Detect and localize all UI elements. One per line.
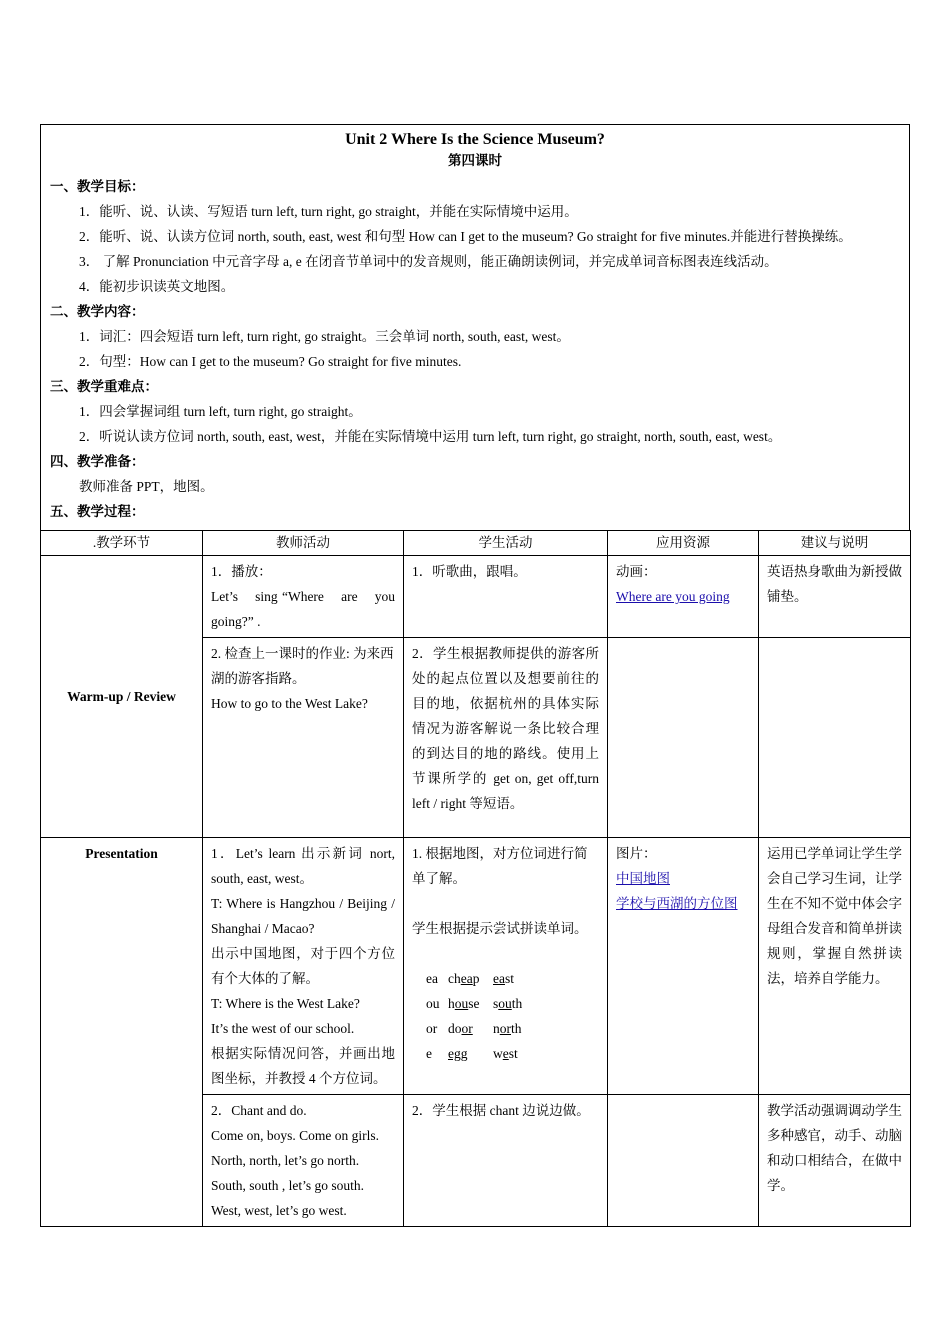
teacher-activity — [203, 1095, 404, 1227]
student-activity — [404, 556, 608, 638]
phonics-row — [412, 1016, 599, 1041]
phonics-list — [412, 966, 599, 1066]
resource-cell — [608, 838, 759, 1095]
phonics-word: south — [493, 996, 523, 1011]
teacher-line: 出示中国地图，对于四个方位有个大体的了解。 — [211, 946, 395, 986]
student-line: 1. 根据地图，对方位词进行简单了解。 — [412, 846, 588, 886]
stage-presentation: Presentation — [41, 838, 203, 1227]
col-header-stage: .教学环节 — [41, 531, 203, 556]
process-table — [40, 530, 911, 1227]
resource-cell — [608, 638, 759, 838]
phonics-letters: ea — [426, 971, 438, 986]
teacher-activity — [203, 556, 404, 638]
phonics-word: west — [493, 1046, 518, 1061]
phonics-row — [412, 966, 599, 991]
phonics-row — [412, 1041, 599, 1066]
table-row — [41, 556, 911, 638]
teacher-line: West, west, let’s go west. — [211, 1203, 347, 1218]
note-cell: 教学活动强调调动学生多种感官，动手、动脑和动口相结合，在做中学。 — [759, 1095, 911, 1227]
prep-item: 教师准备 PPT，地图。 — [79, 479, 214, 494]
col-header-resource: 应用资源 — [608, 531, 759, 556]
teacher-line: How to go to the West Lake? — [211, 696, 368, 711]
content-item: 1．词汇：四会短语 turn left, turn right, go straight。三会单词 north, south, east, west。 — [79, 329, 570, 344]
teacher-line: 1．播放： — [211, 564, 272, 579]
process-heading: 五、教学过程： — [50, 504, 145, 519]
teacher-line: South, south , let’s go south. — [211, 1178, 365, 1193]
content-item: 2．句型：How can I get to the museum? Go straight for five minutes. — [79, 354, 462, 369]
resource-label: 图片： — [616, 846, 657, 861]
focus-item: 2．听说认读方位词 north, south, east, west，并能在实际情境中运用 turn left, turn right, go straight, north, south, east, west。 — [79, 429, 782, 444]
student-line: 学生根据提示尝试拼读单词。 — [412, 921, 588, 936]
phonics-word: north — [493, 1021, 522, 1036]
lesson-subtitle: 第四课时 — [448, 153, 502, 168]
teacher-activity — [203, 638, 404, 838]
teacher-line: T: Where is the West Lake? — [211, 996, 360, 1011]
focus-item: 1．四会掌握词组 turn left, turn right, go straight。 — [79, 404, 362, 419]
note-cell: 英语热身歌曲为新授做铺垫。 — [759, 556, 911, 638]
page-title: Unit 2 Where Is the Science Museum? — [345, 131, 605, 148]
teacher-line: Let’s sing “Where are you going?” . — [211, 589, 399, 629]
teacher-line: North, north, let’s go north. — [211, 1153, 360, 1168]
content-heading: 二、教学内容： — [50, 304, 145, 319]
goals-item: 1．能听、说、认读、写短语 turn left, turn right, go straight，并能在实际情境中运用。 — [79, 204, 578, 219]
phonics-row — [412, 991, 599, 1016]
phonics-word: east — [493, 971, 514, 986]
table-header-row — [41, 531, 911, 556]
phonics-letters: ou — [426, 996, 440, 1011]
student-activity: 2．学生根据 chant 边说边做。 — [404, 1095, 608, 1227]
focus-heading: 三、教学重难点： — [50, 379, 158, 394]
lesson-header — [40, 124, 910, 530]
teacher-line: 根据实际情况问答，并画出地图坐标，并教授 4 个方位词。 — [211, 1046, 395, 1086]
col-header-note: 建议与说明 — [759, 531, 911, 556]
resource-cell — [608, 1095, 759, 1227]
goals-item: 2．能听、说、认读方位词 north, south, east, west 和句型 How can I get to the museum? Go straight for five minutes.并能进行替换操练。 — [79, 229, 852, 244]
phonics-word: egg — [448, 1046, 468, 1061]
prep-heading: 四、教学准备： — [50, 454, 145, 469]
china-map-link[interactable]: 中国地图 — [616, 871, 670, 886]
teacher-line: It’s the west of our school. — [211, 1021, 355, 1036]
col-header-student: 学生活动 — [404, 531, 608, 556]
teacher-line: Come on, boys. Come on girls. — [211, 1128, 379, 1143]
school-map-link[interactable]: 学校与西湖的方位图 — [616, 896, 738, 911]
note-cell — [759, 638, 911, 838]
student-line: 1．听歌曲，跟唱。 — [412, 564, 527, 579]
student-activity — [404, 838, 608, 1095]
goals-heading: 一、教学目标： — [50, 179, 145, 194]
stage-warmup: Warm-up / Review — [41, 556, 203, 838]
phonics-letters: or — [426, 1021, 438, 1036]
resource-cell — [608, 556, 759, 638]
note-cell: 运用已学单词让学生学会自己学习生词，让学生在不知不觉中体会字母组合发音和简单拼读规则，掌握自然拼读法，培养自学能力。 — [759, 838, 911, 1095]
teacher-line: 1．Let’s learn 出示新词 nort, south, east, west。 — [211, 846, 395, 886]
goals-item: 4．能初步识读英文地图。 — [79, 279, 235, 294]
phonics-word: house — [448, 996, 480, 1011]
col-header-teacher: 教师活动 — [203, 531, 404, 556]
song-link[interactable]: Where are you going — [616, 589, 730, 604]
student-activity: 2．学生根据教师提供的游客所处的起点位置以及想要前往的目的地，依据杭州的具体实际情况为游客解说一条比较合理的到达目的地的路线。使用上节课所学的 get on, get off,turn left / right 等短语。 — [404, 638, 608, 838]
goals-item: 3． 了解 Pronunciation 中元音字母 a, e 在闭音节单词中的发音规则，能正确朗读例词，并完成单词音标图表连线活动。 — [79, 254, 778, 269]
teacher-line: 2. 检查上一课时的作业: 为来西湖的游客指路。 — [211, 646, 394, 686]
teacher-activity — [203, 838, 404, 1095]
teacher-line: T: Where is Hangzhou / Beijing / Shanghai / Macao? — [211, 896, 395, 936]
phonics-word: door — [448, 1021, 473, 1036]
phonics-letters: e — [426, 1046, 432, 1061]
phonics-word: cheap — [448, 971, 480, 986]
resource-label: 动画： — [616, 564, 657, 579]
lesson-plan-page — [40, 124, 910, 1227]
teacher-line: 2．Chant and do. — [211, 1103, 307, 1118]
table-row — [41, 838, 911, 1095]
